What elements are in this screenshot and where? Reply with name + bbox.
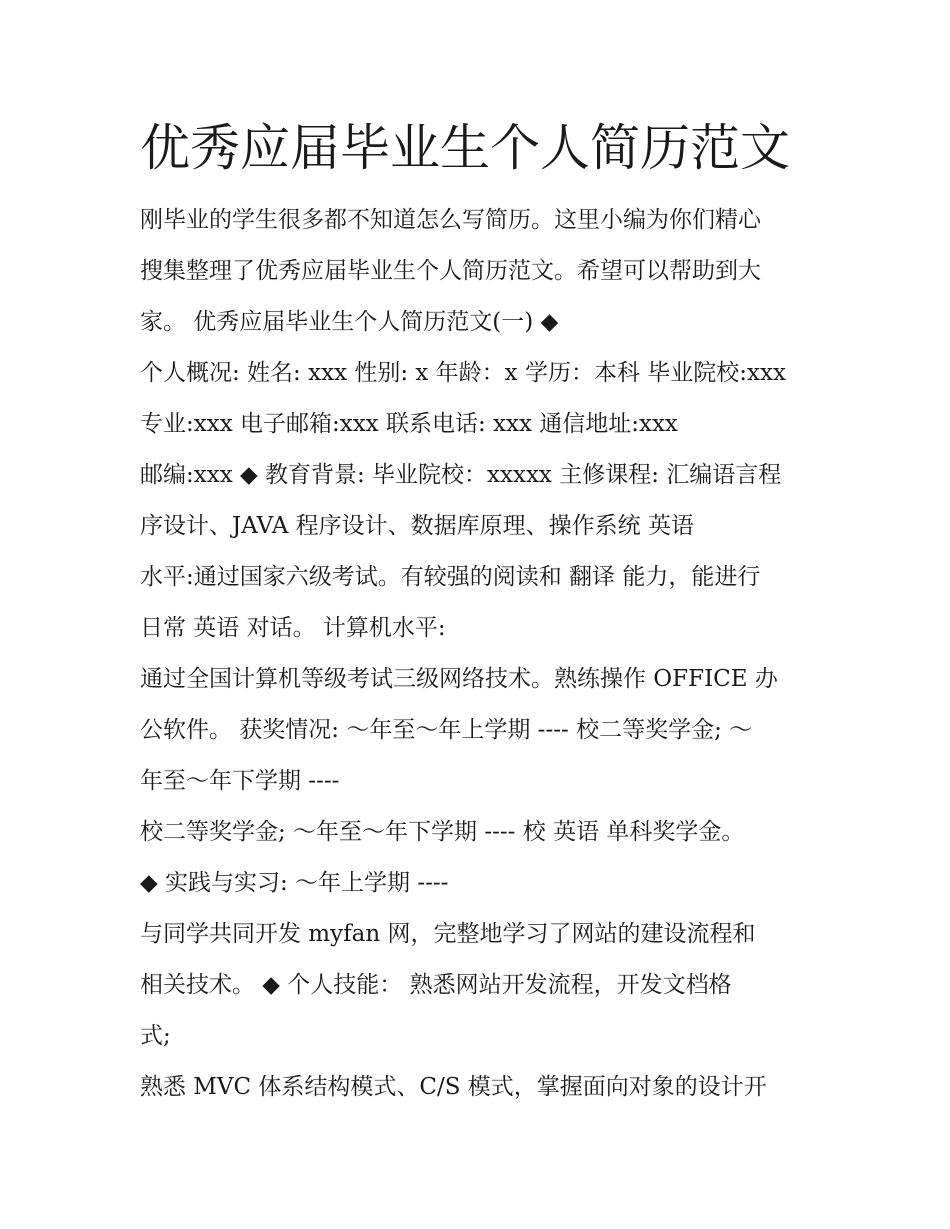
body-line-11: 公软件。 获奖情况: ～年至～年上学期 ---- 校二等奖学金; ～ — [140, 717, 753, 743]
body-line-17: 式; — [140, 1023, 171, 1049]
body-line-6: 邮编:xxx ◆ 教育背景: 毕业院校：xxxxx 主修课程: 汇编语言程 — [140, 462, 782, 488]
body-line-4: 个人概况: 姓名: xxx 性别: x 年龄：x 学历：本科 毕业院校:xxx — [140, 360, 786, 386]
body-line-9: 日常 英语 对话。 计算机水平: — [140, 615, 446, 641]
body-line-13: 校二等奖学金; ～年至～年下学期 ---- 校 英语 单科奖学金。 — [140, 819, 745, 845]
body-line-18: 熟悉 MVC 体系结构模式、C/S 模式，掌握面向对象的设计开 — [140, 1074, 767, 1100]
body-line-1: 刚毕业的学生很多都不知道怎么写简历。这里小编为你们精心 — [140, 207, 761, 233]
body-line-15: 与同学共同开发 myfan 网，完整地学习了网站的建设流程和 — [140, 921, 756, 947]
body-line-5: 专业:xxx 电子邮箱:xxx 联系电话: xxx 通信地址:xxx — [140, 411, 678, 437]
body-line-16: 相关技术。 ◆ 个人技能： 熟悉网站开发流程，开发文档格 — [140, 972, 732, 998]
body-line-12: 年至～年下学期 ---- — [140, 768, 340, 794]
body-line-14: ◆ 实践与实习: ～年上学期 ---- — [140, 870, 449, 896]
body-line-7: 序设计、JAVA 程序设计、数据库原理、操作系统 英语 — [140, 513, 694, 539]
body-line-8: 水平:通过国家六级考试。有较强的阅读和 翻译 能力，能进行 — [140, 564, 761, 590]
document-title: 优秀应届毕业生个人简历范文 — [140, 119, 790, 177]
body-line-10: 通过全国计算机等级考试三级网络技术。熟练操作 OFFICE 办 — [140, 666, 778, 692]
body-line-2: 搜集整理了优秀应届毕业生个人简历范文。希望可以帮助到大 — [140, 258, 761, 284]
body-line-3: 家。 优秀应届毕业生个人简历范文(一) ◆ — [140, 309, 559, 335]
